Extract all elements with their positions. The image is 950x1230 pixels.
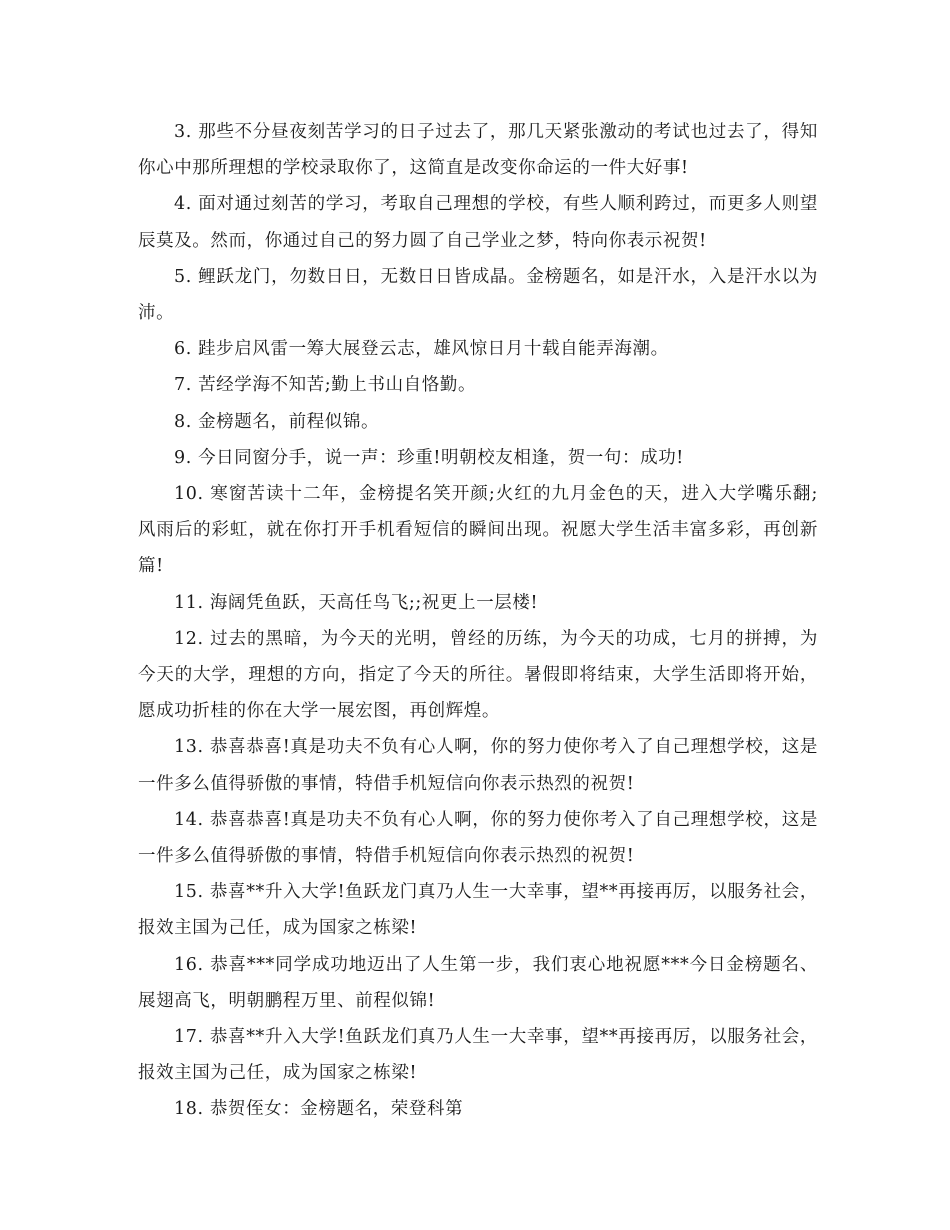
- paragraph-number: 3.: [174, 122, 192, 142]
- paragraph-text: 苦经学海不知苦;勤上书山自恪勤。: [198, 375, 477, 396]
- paragraph-number: 13.: [174, 737, 204, 758]
- document-body: [138, 114, 818, 1128]
- paragraph: [138, 404, 818, 440]
- paragraph: [138, 440, 818, 476]
- paragraph-number: 12.: [174, 628, 204, 649]
- paragraph-number: 16.: [174, 954, 204, 975]
- paragraph-number: 6.: [174, 339, 192, 360]
- paragraph: [138, 874, 818, 946]
- paragraph-number: 14.: [174, 809, 204, 830]
- paragraph-text: 恭喜恭喜!真是功夫不负有心人啊，你的努力使你考入了自己理想学校，这是一件多么值得骄傲的事情，特借手机短信向你表示热烈的祝贺!: [138, 737, 818, 794]
- paragraph: [138, 802, 818, 874]
- paragraph-number: 8.: [174, 411, 192, 432]
- paragraph-text: 恭喜**升入大学!鱼跃龙门真乃人生一大幸事，望**再接再厉，以服务社会，报效主国为己任，成为国家之栋梁!: [138, 882, 818, 939]
- paragraph-number: 17.: [174, 1027, 204, 1048]
- paragraph: [138, 331, 818, 367]
- paragraph-text: 面对通过刻苦的学习，考取自己理想的学校，有些人顺利跨过，而更多人则望辰莫及。然而，你通过自己的努力圆了自己学业之梦，特向你表示祝贺!: [138, 194, 818, 251]
- paragraph-text: 恭喜**升入大学!鱼跃龙们真乃人生一大幸事，望**再接再厉，以服务社会，报效主国为己任，成为国家之栋梁!: [138, 1027, 818, 1084]
- paragraph: [138, 114, 818, 186]
- paragraph-text: 过去的黑暗，为今天的光明，曾经的历练，为今天的功成，七月的拼搏，为今天的大学，理想的方向，指定了今天的所往。暑假即将结束，大学生活即将开始，愿成功折桂的你在大学一展宏图，再创辉煌。: [138, 628, 818, 722]
- paragraph-number: 10.: [174, 484, 204, 505]
- paragraph: [138, 259, 818, 331]
- paragraph-number: 9.: [174, 447, 192, 468]
- paragraph-text: 恭贺侄女：金榜题名，荣登科第: [209, 1099, 464, 1120]
- paragraph: [138, 476, 818, 585]
- paragraph: [138, 585, 818, 621]
- paragraph-number: 5.: [174, 266, 192, 287]
- paragraph-text: 恭喜***同学成功地迈出了人生第一步，我们衷心地祝愿***今日金榜题名、展翅高飞，明朝鹏程万里、前程似锦!: [138, 954, 818, 1011]
- paragraph-number: 4.: [174, 194, 192, 215]
- paragraph-text: 鲤跃龙门，勿数日日，无数日日皆成晶。金榜题名，如是汗水，入是汗水以为沛。: [138, 266, 818, 324]
- paragraph-text: 恭喜恭喜!真是功夫不负有心人啊，你的努力使你考入了自己理想学校，这是一件多么值得骄傲的事情，特借手机短信向你表示热烈的祝贺!: [138, 809, 818, 867]
- paragraph-text: 海阔凭鱼跃，天高任鸟飞;;祝更上一层楼!: [209, 592, 539, 613]
- paragraph: [138, 1019, 818, 1091]
- paragraph-number: 15.: [174, 882, 204, 903]
- paragraph-text: 今日同窗分手，说一声：珍重!明朝校友相逢，贺一句：成功!: [198, 447, 684, 468]
- paragraph: [138, 367, 818, 403]
- paragraph-text: 寒窗苦读十二年，金榜提名笑开颜;火红的九月金色的天，进入大学嘴乐翻;风雨后的彩虹，就在你打开手机看短信的瞬间出现。祝愿大学生活丰富多彩，再创新篇!: [138, 484, 818, 577]
- paragraph-text: 跬步启风雷一筹大展登云志，雄风惊日月十载自能弄海潮。: [198, 339, 669, 360]
- paragraph: [138, 729, 818, 801]
- paragraph-text: 金榜题名，前程似锦。: [198, 411, 380, 432]
- paragraph: [138, 1091, 818, 1127]
- paragraph-text: 那些不分昼夜刻苦学习的日子过去了，那几天紧张激动的考试也过去了，得知你心中那所理想的学校录取你了，这简直是改变你命运的一件大好事!: [138, 122, 818, 179]
- paragraph-number: 11.: [174, 592, 204, 613]
- paragraph-number: 18.: [174, 1099, 204, 1120]
- paragraph-number: 7.: [174, 375, 192, 396]
- paragraph: [138, 621, 818, 730]
- paragraph: [138, 186, 818, 258]
- paragraph: [138, 947, 818, 1019]
